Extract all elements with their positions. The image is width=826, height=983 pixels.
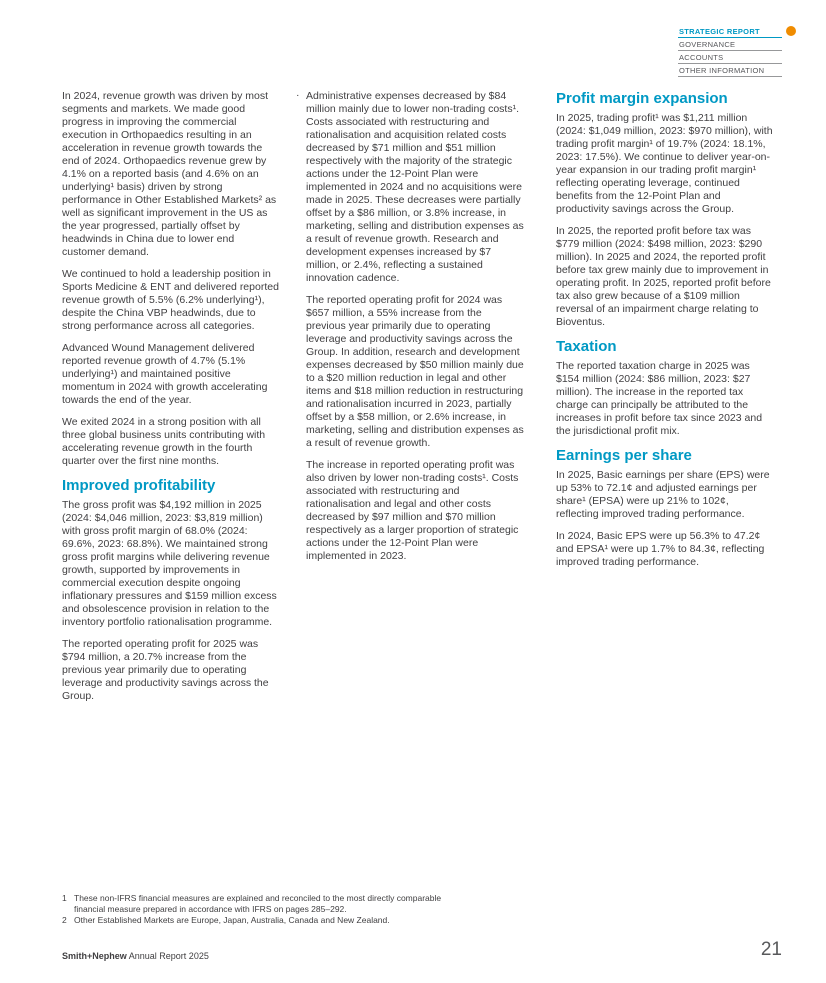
page-number: 21: [760, 939, 782, 960]
brand-name: Smith+Nephew: [62, 951, 127, 961]
nav-item-governance[interactable]: GOVERNANCE: [678, 38, 782, 51]
paragraph-revenue-growth-2024: In 2024, revenue growth was driven by most segments and markets. We made good progress in improving the commercial execution in Orthopaedics resulting in an acceleration in revenue growth towards the end of 2024. Orthopaedics revenue grew by 4.1% on a reported basis (and 4.6% on an underlying¹ basis) driven by strong performance in Other Established Markets² as well as significant improvement in the US as the year progressed, partially offset by headwinds in China due to lower end customer demand.: [62, 90, 277, 258]
nav-item-strategic-report[interactable]: STRATEGIC REPORT: [678, 25, 782, 38]
paragraph-sports-medicine: We continued to hold a leadership position in Sports Medicine & ENT and delivered reported revenue growth of 5.5% (6.2% underlying¹), despite the China VBP headwinds, due to strong performance across all categories.: [62, 268, 279, 332]
paragraph-non-trading-costs: The increase in reported operating profit was also driven by lower non-trading costs¹. Costs associated with restructuring and rationalisation and legal and other costs decreased by $97 million and $70 million respectively as a larger proportion of strategic actions under the 12-Point Plan were implemented in 2023.: [306, 459, 519, 562]
section-heading-profit-margin-expansion: Profit margin expansion: [556, 90, 728, 107]
active-section-dot-icon: [786, 26, 796, 36]
footer-report-title: Annual Report 2025: [126, 951, 209, 961]
paragraph-taxation-charge: The reported taxation charge in 2025 was $154 million (2024: $86 million, 2023: $27 million). The increase in the reported tax charge can principally be attributed to the increases in profit before tax since 2023 and the jurisdictional profit mix.: [556, 360, 763, 437]
section-nav: [678, 25, 782, 77]
paragraph-operating-profit-2025: The reported operating profit for 2025 was $794 million, a 20.7% increase from the previous year primarily due to operating leverage and productivity savings across the Group.: [62, 638, 269, 702]
paragraph-operating-profit-2024: The reported operating profit for 2024 was $657 million, a 55% increase from the previous year primarily due to operating leverage and productivity savings across the Group. In addition, research and development expenses decreased by $50 million mainly due to a $20 million reduction in legal and other items and $18 million reduction in restructuring and rationalisation incurred in 2023, partially offset by a $58 million, or 2.6% increase, in marketing, selling and distribution expenses as a result of revenue growth.: [306, 294, 524, 449]
footnote-1: [62, 893, 444, 914]
paragraph-exited-2024: We exited 2024 in a strong position with all three global business units contributing with accelerating revenue growth in the fourth quarter over the first nine months.: [62, 416, 266, 467]
paragraph-administrative-expenses: Administrative expenses decreased by $84 million mainly due to lower non-trading costs¹. Costs associated with restructuring and rationalisation and acquisition related costs decreased by $71 million and $51 million respectively with the majority of the strategic actions under the 12-Point Plan were implemented in 2024 and no acquisitions were made in 2025. These decreases were partially offset by a $86 million, or 3.8% increase, in marketing, selling and distribution expenses as a result of revenue growth. Research and development expenses increased by $7 million, or 2.4%, reflecting a sustained innovation cadence.: [306, 90, 524, 284]
footnote-marker: 1: [62, 893, 67, 903]
paragraph-profit-before-tax: In 2025, the reported profit before tax was $779 million (2024: $498 million, 2023: $290 million). In 2025 and 2024, the reported profit before tax grew mainly due to improvement in operating profit. In 2025, reported profit before tax also grew because of a $109 million reversal of an impairment charge relating to Bioventus.: [556, 225, 771, 328]
list-item-admin-expenses: [296, 89, 524, 285]
footnote-text: Other Established Markets are Europe, Japan, Australia, Canada and New Zealand.: [74, 915, 390, 925]
section-heading-improved-profitability: Improved profitability: [62, 477, 216, 494]
paragraph-eps-2024: In 2024, Basic EPS were up 56.3% to 47.2¢ and EPSA¹ were up 1.7% to 84.3¢, reflecting improved trading performance.: [556, 530, 765, 568]
nav-item-other-information[interactable]: OTHER INFORMATION: [678, 64, 782, 77]
section-heading-earnings-per-share: Earnings per share: [556, 447, 692, 464]
page-footer: [62, 951, 209, 961]
footnotes: [62, 893, 444, 927]
column-1: [62, 90, 280, 712]
paragraph-trading-profit: In 2025, trading profit¹ was $1,211 million (2024: $1,049 million, 2023: $970 million), with trading profit margin¹ of 19.7% (2024: 18.1%, 2023: 17.5%). We continue to deliver year-on-year expansion in our trading profit margin¹ reflecting operating leverage, continued benefits from the 12-Point Plan and productivity savings across the Group.: [556, 112, 773, 215]
footnote-marker: 2: [62, 915, 67, 925]
footnote-text: These non-IFRS financial measures are explained and reconciled to the most directly comparable financial measure prepared in accordance with IFRS on pages 285–292.: [74, 893, 442, 914]
footnote-2: [62, 915, 444, 926]
paragraph-gross-profit: The gross profit was $4,192 million in 2025 (2024: $4,046 million, 2023: $3,819 million) with gross profit margin of 68.0% (2024: 69.6%, 2023: 68.8%). We maintained strong gross profit margins while delivering revenue growth, supported by improvements in commercial execution despite ongoing inflationary pressures and $159 million excess and obsolescence provision in relation to the inventory portfolio rationalisation programme.: [62, 499, 277, 628]
list-bullet-icon: ·: [296, 89, 300, 101]
column-2: [296, 89, 524, 572]
section-heading-taxation: Taxation: [556, 338, 617, 355]
nav-item-accounts[interactable]: ACCOUNTS: [678, 51, 782, 64]
column-3: [556, 90, 774, 578]
paragraph-advanced-wound-management: Advanced Wound Management delivered reported revenue growth of 4.7% (5.1% underlying¹) and maintained positive momentum in 2024 with growth accelerating towards the end of the year.: [62, 342, 268, 406]
paragraph-eps-2025: In 2025, Basic earnings per share (EPS) were up 53% to 72.1¢ and adjusted earnings per share¹ (EPSA) were up 21% to 102¢, reflecting improved trading performance.: [556, 469, 770, 520]
